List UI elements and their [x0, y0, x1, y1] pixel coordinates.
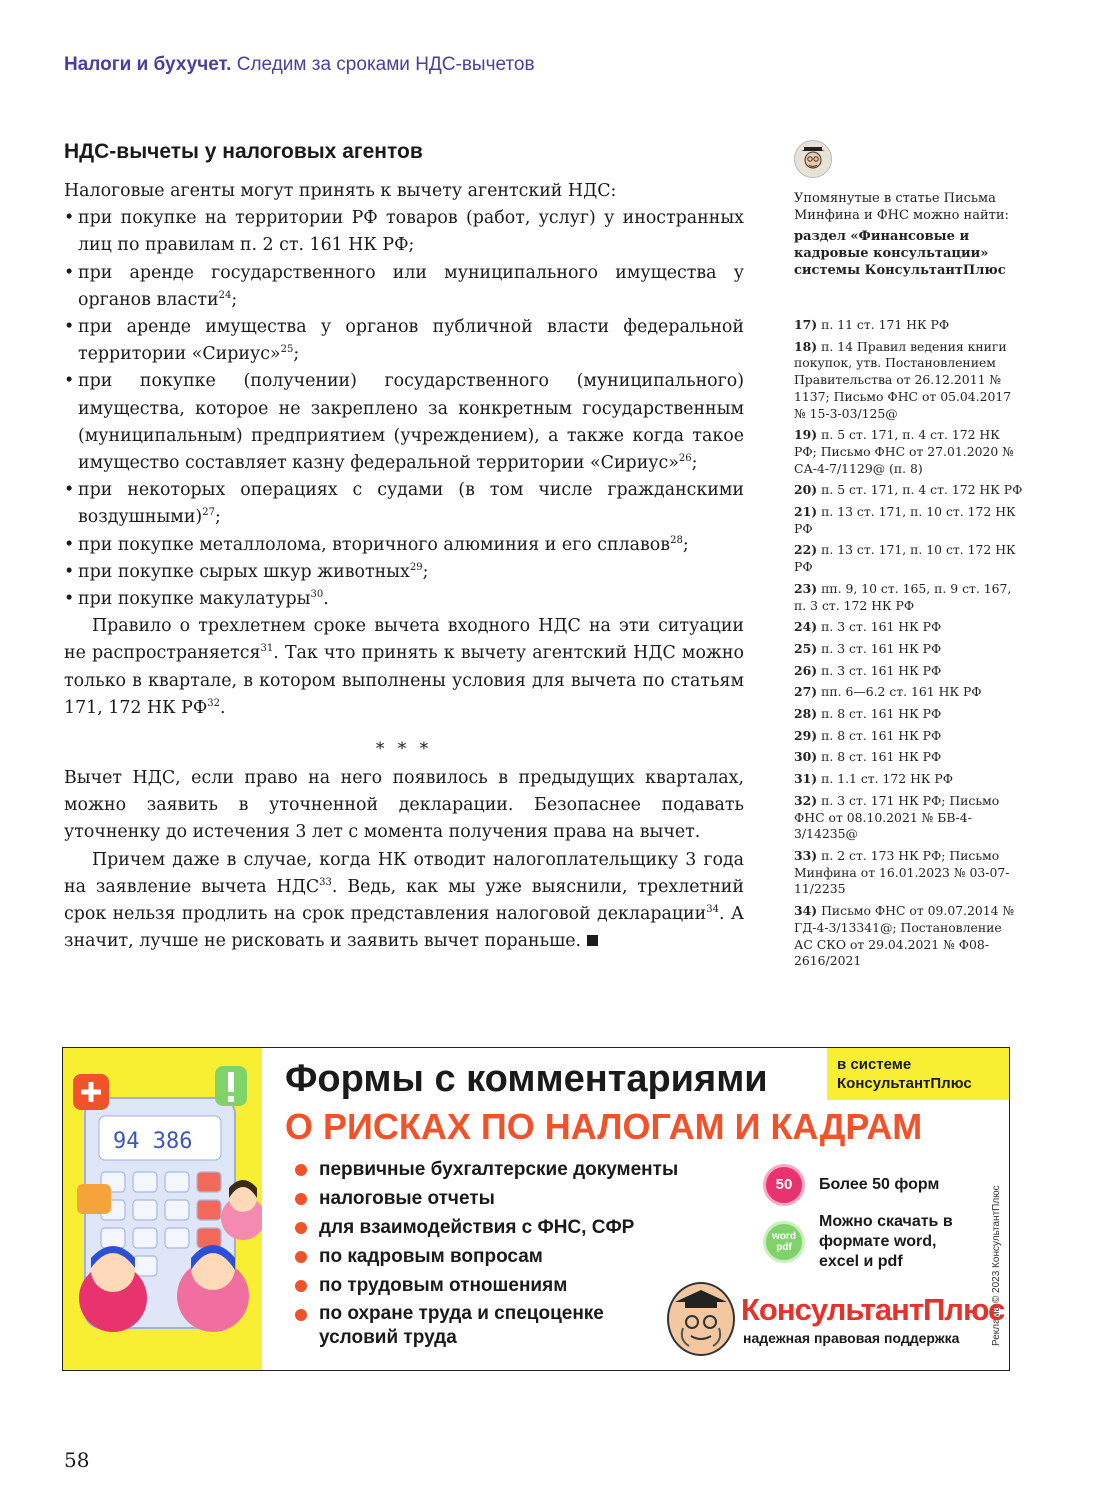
footnote-ref[interactable]: 24: [218, 290, 232, 302]
footnote: 22) п. 13 ст. 171, п. 10 ст. 172 НК РФ: [794, 542, 1016, 575]
footnote-ref[interactable]: 30: [310, 589, 324, 601]
list-item: первичные бухгалтерские документы: [295, 1155, 678, 1184]
list-item: по охране труда и спецоценке условий труда: [295, 1300, 649, 1350]
list-item: для взаимодействия с ФНС, СФР: [295, 1213, 678, 1242]
list-item: • при покупке (получении) государственного (муниципального) имущества, которое не закреплено за конкретным государственным (муниципальным) предприятием (учреждением), а также когда такое имущество составляет казну федеральной территории «Сириус»$^{26}$;: [64, 368, 744, 477]
footnote-ref[interactable]: 31: [260, 643, 274, 655]
ad-system-badge: в системе КонсультантПлюс: [827, 1048, 1009, 1100]
list-item: по кадровым вопросам: [295, 1242, 678, 1271]
footnote: 29) п. 8 ст. 161 НК РФ: [794, 727, 942, 743]
advertisement-banner[interactable]: [62, 1047, 1010, 1371]
sidebar: [794, 140, 1024, 975]
ad-feature-download: word pdf Можно скачать в формате word, excel и pdf: [763, 1212, 963, 1272]
article-intro: Налоговые агенты могут принять к вычету агентский НДС:: [64, 181, 617, 201]
ad-feature-count: 50 Более 50 форм: [763, 1164, 939, 1206]
list-item: налоговые отчеты: [295, 1184, 678, 1213]
sidebar-note-bold: раздел «Финансовые и кадровые консультации» системы КонсультантПлюс: [794, 229, 1006, 278]
mascot-face-icon: [667, 1282, 735, 1356]
section-divider: * * *: [375, 739, 433, 760]
paragraph-refined-declaration: Вычет НДС, если право на него появилось в предыдущих кварталах, можно заявить в уточненной декларации. Безопаснее подавать уточненку до истечения 3 лет с момента получения права на вычет.: [64, 768, 744, 843]
footnote-ref[interactable]: 32: [207, 698, 220, 710]
footnote: 21) п. 13 ст. 171, п. 10 ст. 172 НК РФ: [794, 504, 1016, 536]
ad-form-list: [295, 1155, 678, 1350]
list-item: • при покупке сырых шкур животных$^{29}$;: [64, 559, 744, 586]
page-number: 58: [64, 1448, 90, 1472]
ad-subtitle: О РИСКАХ ПО НАЛОГАМ И КАДРАМ: [285, 1106, 923, 1147]
header-section: Налоги и бухучет.: [64, 54, 232, 75]
footnote: 23) пп. 9, 10 ст. 165, п. 9 ст. 167, п. 3 ст. 172 НК РФ: [794, 580, 1012, 613]
list-item: • при некоторых операциях с судами (в том числе гражданскими воздушными)$^{27}$;: [64, 477, 744, 531]
logo-tagline: надежная правовая поддержка: [743, 1330, 960, 1346]
footnote-ref[interactable]: 26: [678, 453, 692, 465]
sidebar-note: Упомянутые в статье Письма Минфина и ФНС можно найти: раздел «Финансовые и кадровые консультации» системы КонсультантПлюс: [794, 190, 1024, 279]
consultant-mascot-icon: [794, 140, 832, 178]
header-topic: Следим за сроками НДС-вычетов: [236, 54, 535, 75]
paragraph-rule: Правило о трехлетнем сроке вычета входного НДС на эти ситуации не распространяется$^{31}$. Так что принять к вычету агентский НДС можно только в квартале, в котором выполнены условия для вычета по статьям 171, 172 НК РФ$^{32}$.: [64, 616, 744, 718]
running-header: [64, 54, 535, 76]
ad-illustration: [63, 1048, 262, 1370]
article-heading: НДС-вычеты у налоговых агентов: [64, 140, 423, 163]
list-item: • при покупке на территории РФ товаров (работ, услуг) у иностранных лиц по правилам п. 2 ст. 161 НК РФ;: [64, 205, 744, 259]
footnote: 31) п. 1.1 ст. 172 НК РФ: [794, 771, 954, 787]
footnote: 26) п. 3 ст. 161 НК РФ: [794, 662, 942, 678]
footnote-ref[interactable]: 34: [706, 904, 719, 916]
footnote: 25) п. 3 ст. 161 НК РФ: [794, 640, 942, 656]
list-item: • при покупке макулатуры$^{30}$.: [64, 586, 744, 613]
ad-disclaimer-text: Реклама © 2023 КонсультантПлюс: [991, 1185, 1002, 1346]
footnote: 19) п. 5 ст. 171, п. 4 ст. 172 НК РФ; Письмо ФНС от 27.01.2020 № СА-4-7/1129@ (п. 8): [794, 427, 1014, 476]
list-item: по трудовым отношениям: [295, 1271, 678, 1300]
footnote: 18) п. 14 Правил ведения книги покупок, утв. Постановлением Правительства от 26.12.2011 № 1137; Письмо ФНС от 05.04.2017 № 15-3-03/125@: [794, 338, 1012, 421]
footnote: 27) пп. 6—6.2 ст. 161 НК РФ: [794, 684, 982, 700]
logo-wordmark: КонсультантПлюс: [741, 1292, 1005, 1327]
count-badge-icon: 50: [763, 1164, 805, 1206]
footnote-ref[interactable]: 29: [409, 562, 423, 574]
calculator-display: 94 386: [113, 1129, 193, 1154]
consultant-logo[interactable]: [667, 1280, 1005, 1360]
footnote: 20) п. 5 ст. 171, п. 4 ст. 172 НК РФ: [794, 482, 1023, 498]
article-body: [64, 140, 744, 955]
word-pdf-icon: word pdf: [763, 1221, 805, 1263]
footnote: 33) п. 2 ст. 173 НК РФ; Письмо Минфина от 16.01.2023 № 03-07-11/2235: [794, 847, 1010, 897]
paragraph-conclusion: Причем даже в случае, когда НК отводит налогоплательщику 3 года на заявление вычета НДС$^{33}$. Ведь, как мы уже выяснили, трехлетний срок нельзя продлить на срок представления налоговой декларации$^{34}$. А значит, лучше не рисковать и заявить вычет пораньше.: [64, 849, 744, 952]
list-item: • при покупке металлолома, вторичного алюминия и его сплавов$^{28}$;: [64, 532, 744, 559]
list-item: • при аренде имущества у органов публичной власти федеральной территории «Сириус»$^{25}$;: [64, 314, 744, 368]
footnote: 34) Письмо ФНС от 09.07.2014 № ГД-4-3/13341@; Постановление АС СКО от 29.04.2021 № Ф08-2616/2021: [794, 903, 1015, 969]
footnote-ref[interactable]: 25: [280, 344, 294, 356]
footnote-ref[interactable]: 27: [202, 507, 215, 519]
ad-title: Формы с комментариями: [285, 1058, 768, 1100]
footnote: 17) п. 11 ст. 171 НК РФ: [794, 317, 950, 332]
footnote: 32) п. 3 ст. 171 НК РФ; Письмо ФНС от 08.10.2021 № БВ-4-3/14235@: [794, 792, 1000, 842]
agent-cases-list: [64, 205, 744, 613]
footnote-ref[interactable]: 33: [319, 877, 332, 889]
footnote: 24) п. 3 ст. 161 НК РФ: [794, 619, 942, 635]
footnote: 28) п. 8 ст. 161 НК РФ: [794, 706, 942, 722]
end-mark-icon: [587, 935, 598, 946]
list-item: • при аренде государственного или муниципального имущества у органов власти$^{24}$;: [64, 260, 744, 314]
footnotes: [794, 317, 1024, 970]
footnote: 30) п. 8 ст. 161 НК РФ: [794, 749, 942, 765]
footnote-ref[interactable]: 28: [670, 534, 683, 546]
